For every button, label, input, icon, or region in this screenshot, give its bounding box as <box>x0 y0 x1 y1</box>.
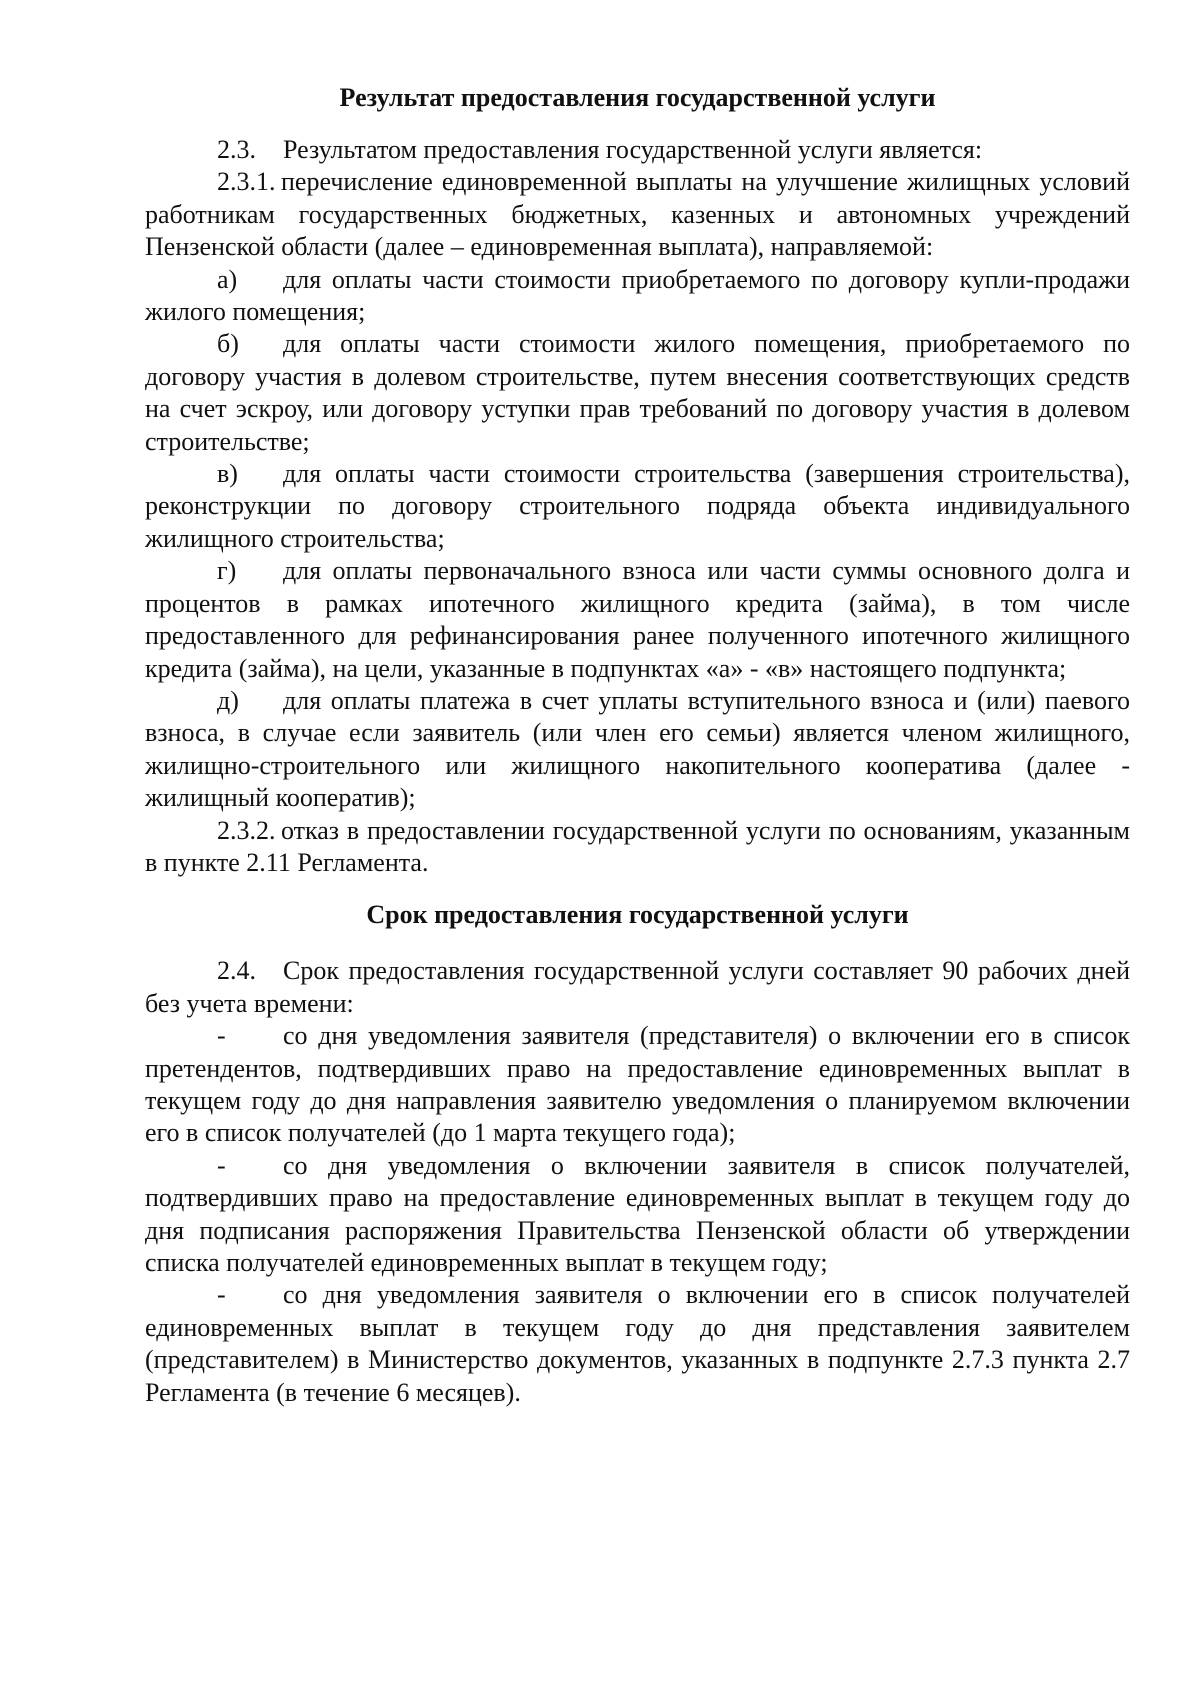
list-marker: а) <box>217 264 238 294</box>
list-item-b <box>145 328 1130 458</box>
paragraph-text: Срок предоставления государственной услуги составляет 90 рабочих дней без учета времени: <box>145 956 1130 1018</box>
document-body <box>145 82 1130 1409</box>
paragraph-number: 2.4. <box>217 956 256 986</box>
list-item-a <box>145 264 1130 329</box>
list-item-text: для оплаты части стоимости жилого помещения, приобретаемого по договору участия в долевом строительстве, путем внесения соответствующих средств на счет эскроу, или договору уступки прав требований по договору участия в долевом строительстве; <box>145 329 1130 456</box>
dash-item-2 <box>145 1150 1130 1280</box>
dash-marker: - <box>217 1150 226 1180</box>
dash-marker: - <box>217 1280 226 1310</box>
section-heading-result: Результат предоставления государственной услуги <box>339 83 936 112</box>
paragraph-number: 2.3.1. <box>217 167 276 197</box>
list-item-g <box>145 555 1130 685</box>
list-marker: б) <box>217 329 239 359</box>
paragraph-2-3-2 <box>145 815 1130 880</box>
paragraph-2-3 <box>145 134 1130 166</box>
list-marker: г) <box>217 556 237 586</box>
list-item-text: для оплаты первоначального взноса или части суммы основного долга и процентов в рамках ипотечного жилищного кредита (займа), в том числе предоставленного для рефинансирования ранее полученного ипотечного жилищного кредита (займа), на цели, указанные в подпунктах «а» - «в» настоящего подпункта; <box>145 556 1130 683</box>
paragraph-text: отказ в предоставлении государственной услуги по основаниям, указанным в пункте 2.11 Регламента. <box>145 815 1130 877</box>
paragraph-2-4 <box>145 955 1130 1020</box>
dash-item-text: со дня уведомления заявителя о включении его в список получателей единовременных выплат в текущем году до дня представления заявителем (представителем) в Министерство документов, указанных в подпункте 2.7.3 пункта 2.7 Регламента (в течение 6 месяцев). <box>145 1280 1130 1407</box>
dash-item-3 <box>145 1279 1130 1409</box>
dash-marker: - <box>217 1021 226 1051</box>
dash-item-text: со дня уведомления о включении заявителя в список получателей, подтвердивших право на предоставление единовременных выплат в текущем году до дня подписания распоряжения Правительства Пензенской области об утверждении списка получателей единовременных выплат в текущем году; <box>145 1150 1130 1277</box>
paragraph-number: 2.3. <box>217 135 256 164</box>
list-item-text: для оплаты части стоимости строительства (завершения строительства), реконструкции по договору строительного подряда объекта индивидуального жилищного строительства; <box>145 459 1130 553</box>
paragraph-number: 2.3.2. <box>217 815 276 845</box>
paragraph-2-3-1 <box>145 166 1130 263</box>
paragraph-text: перечисление единовременной выплаты на улучшение жилищных условий работникам государственных бюджетных, казенных и автономных учреждений Пензенской области (далее – единовременная выплата), направляемой: <box>145 167 1130 262</box>
section-heading-term: Срок предоставления государственной услуги <box>366 900 909 930</box>
dash-item-text: со дня уведомления заявителя (представителя) о включении его в список претендентов, подтвердивших право на предоставление единовременных выплат в текущем году до дня направления заявителю уведомления о планируемом включении его в список получателей (до 1 марта текущего года); <box>145 1021 1130 1148</box>
list-item-d <box>145 685 1130 815</box>
list-marker: д) <box>217 685 239 715</box>
list-item-text: для оплаты части стоимости приобретаемого по договору купли-продажи жилого помещения; <box>145 264 1130 327</box>
dash-item-1 <box>145 1020 1130 1150</box>
list-item-v <box>145 458 1130 555</box>
list-marker: в) <box>217 459 238 489</box>
list-item-text: для оплаты платежа в счет уплаты вступительного взноса и (или) паевого взноса, в случае если заявитель (или член его семьи) является членом жилищного, жилищно-строительного или жилищного накопительного кооператива (далее - жилищный кооператив); <box>145 685 1130 813</box>
paragraph-text: Результатом предоставления государственной услуги является: <box>283 135 983 164</box>
